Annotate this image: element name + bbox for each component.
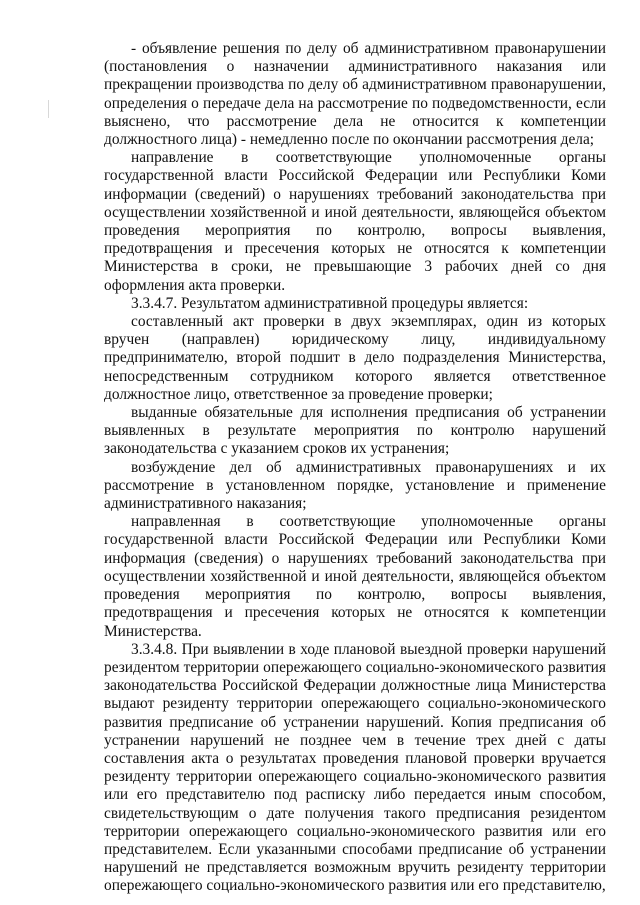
paragraph-initiation-of-cases: возбуждение дел об административных правонарушениях и их рассмотрение в установленном порядке, установление и применение административного наказания; bbox=[104, 458, 606, 513]
paragraph-protocol-decision: - объявление решения по делу об административном правонарушении (постановления о назначении административного наказания или прекращении производства по делу об административном правонарушении, определения о передаче дела на рассмотрение по подведомственности, если выяснено, что рассмотрение дела не относится к компетенции должностного лица) - немедленно после по окончании рассмотрения дела; bbox=[104, 40, 606, 149]
paragraph-3-3-4-8: 3.3.4.8. При выявлении в ходе плановой выездной проверки нарушений резидентом территории опережающего социально-экономического развития законодательства Российской Федерации должностные лица Министерства выдают резиденту территории опережающего социально-экономического развития предписание об устранении нарушений. Копия предписания об устранении нарушений не позднее чем в течение трех дней с даты составления акта о результатах проведения плановой проверки вручается резиденту территории опережающего социально-экономического развития или его представителю под расписку либо передается иным способом, свидетельствующим о дате получения такого предписания резидентом территории опережающего социально-экономического развития или его представителем. Если указанными способами предписание об устранении нарушений не представляется возможным вручить резиденту территории опережающего социально-экономического развития или его представителю, bbox=[104, 640, 606, 895]
paragraph-send-information: направление в соответствующие уполномоченные органы государственной власти Российской Федерации или Республики Коми информации (сведений) о нарушениях требований законодательства при осуществлении хозяйственной и иной деятельности, являющейся объектом проведения мероприятия по контролю, вопросы выявления, предотвращения и пресечения которых не относятся к компетенции Министерства в сроки, не превышающие 3 рабочих дней со дня оформления акта проверки. bbox=[104, 149, 606, 294]
paragraph-sent-information: направленная в соответствующие уполномоченные органы государственной власти Российской Федерации или Республики Коми информация (сведения) о нарушениях требований законодательства при осуществлении хозяйственной и иной деятельности, являющейся объектом проведения мероприятия по контролю, вопросы выявления, предотвращения и пресечения которых не относятся к компетенции Министерства. bbox=[104, 513, 606, 640]
scan-margin-mark bbox=[48, 100, 49, 118]
document-body bbox=[104, 40, 606, 896]
paragraph-inspection-act: составленный акт проверки в двух экземплярах, один из которых вручен (направлен) юридическому лицу, индивидуальному предпринимателю, второй подшит в дело подразделения Министерства, непосредственным сотрудником которого является ответственное должностное лицо, ответственное за проведение проверки; bbox=[104, 313, 606, 403]
paragraph-3-3-4-7-heading: 3.3.4.7. Результатом административной процедуры является: bbox=[131, 294, 529, 312]
paragraph-issued-orders: выданные обязательные для исполнения предписания об устранении выявленных в результате мероприятия по контролю нарушений законодательства с указанием сроков их устранения; bbox=[104, 404, 606, 458]
